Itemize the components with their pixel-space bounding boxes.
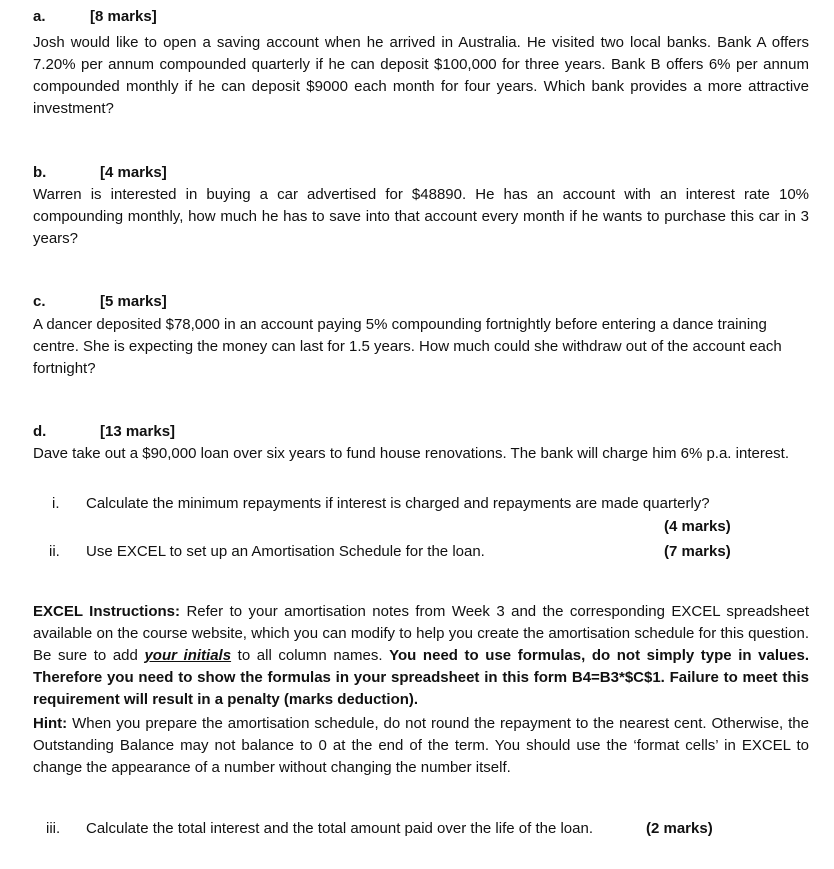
question-c-marks: [5 marks] [100,293,167,310]
hint-heading: Hint: [33,715,68,732]
question-a-label: a. [33,8,46,25]
sub-item-iii-marks: (2 marks) [646,820,713,837]
excel-instructions-bold: You need to use formulas, do not simply type in values. Therefore you need to show the formulas in your spreadsheet in this form B4=B3*$C$1. Failure to meet this requirement will result in a penalty (marks deduction). [33,647,810,708]
hint [33,713,809,779]
sub-item-iii-number: iii. [46,820,61,837]
excel-instructions-part1: Refer to your amortisation notes from Week 3 and the corresponding EXCEL spreadsheet available on the course website, which you can modify to help you create the amortisation schedule for this question. Be sure to add [33,603,809,664]
question-b-marks: [4 marks] [100,164,167,181]
question-a-text: Josh would like to open a saving account when he arrived in Australia. He visited two local banks. Bank A offers 7.20% per annum compounded quarterly if he can deposit $100,000 for three years. Bank B offers 6% per annum compounded monthly if he can deposit $9000 each month for four years. Which bank provides a more attractive investment? [33,34,809,117]
question-a-marks: [8 marks] [90,8,157,25]
question-b-text: Warren is interested in buying a car advertised for $48890. He has an account with an interest rate 10% compounding monthly, how much he has to save into that account every month if he wants to purchase this car in 3 years? [33,186,809,247]
sub-item-i-marks: (4 marks) [664,518,731,535]
question-c-text: A dancer deposited $78,000 in an account paying 5% compounding fortnightly before entering a dance training centre. She is expecting the money can last for 1.5 years. How much could she withdraw out of the account each fortnight? [33,316,782,377]
excel-instructions-heading: EXCEL Instructions: [33,603,181,620]
excel-instructions-initials: your initials [144,647,232,664]
hint-text: When you prepare the amortisation schedule, do not round the repayment to the nearest cent. Otherwise, the Outstanding Balance may not balance to 0 at the end of the term. You should use the ‘format cells’ in EXCEL to change the appearance of a number without changing the number itself. [33,715,809,776]
sub-item-i-text: Calculate the minimum repayments if interest is charged and repayments are made quarterly? [86,495,710,512]
sub-item-iii-text: Calculate the total interest and the total amount paid over the life of the loan. [86,820,593,837]
question-c-label: c. [33,293,46,310]
excel-instructions [33,601,809,711]
sub-item-ii-text: Use EXCEL to set up an Amortisation Schedule for the loan. [86,543,485,560]
sub-item-ii-number: ii. [49,543,60,560]
question-d-text: Dave take out a $90,000 loan over six years to fund house renovations. The bank will charge him 6% p.a. interest. [33,445,789,462]
sub-item-i-number: i. [52,495,60,512]
excel-instructions-part2: to all column names. [231,647,390,664]
question-d-label: d. [33,423,47,440]
sub-item-ii-marks: (7 marks) [664,543,731,560]
question-d-marks: [13 marks] [100,423,176,440]
question-b-label: b. [33,164,47,181]
